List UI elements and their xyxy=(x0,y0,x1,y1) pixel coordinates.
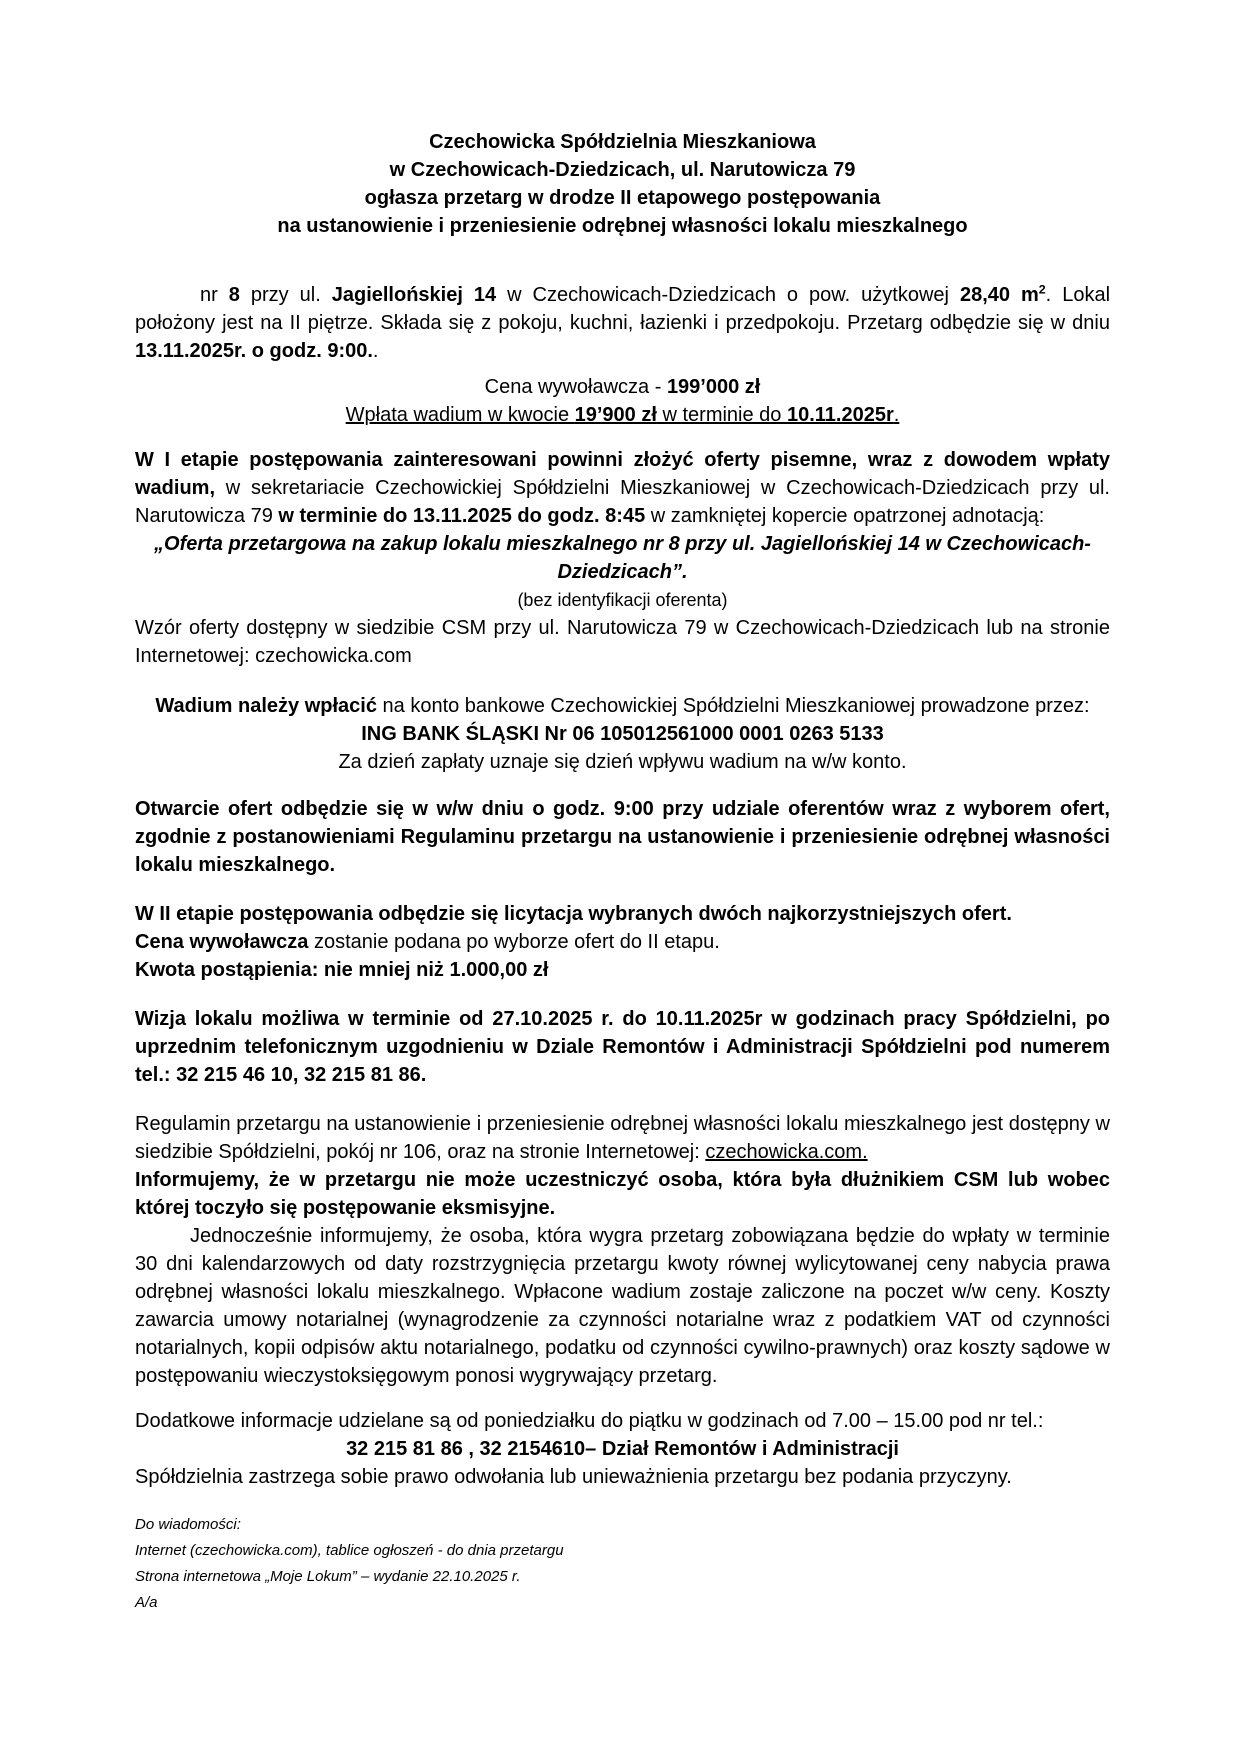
stage-one-instructions-run-0: W I etapie postępowania zainteresowani powinni złożyć oferty pisemne, wraz z dowodem wpłaty wadium, xyxy=(135,449,1110,499)
offer-template-info-run-0: Wzór oferty dostępny w siedzibie CSM przy ul. Narutowicza 79 w Czechowicach-Dziedzicach lub na stronie Internetowej: czechowicka.com xyxy=(135,617,1110,667)
cancellation-right-run-0: Spółdzielnia zastrzega sobie prawo odwołania lub unieważnienia przetargu bez podania przyczyny. xyxy=(135,1466,1012,1488)
payment-obligation-run-0: Jednocześnie informujemy, że osoba, która wygra przetarg zobowiązana będzie do wpłaty w terminie 30 dni kalendarzowych od daty rozstrzygnięcia przetargu kwoty równej wylicytowanej ceny nabycia prawa odrębnej własności lokalu mieszkalnego. Wpłacone wadium zostaje zaliczone na poczet w/w ceny. Koszty zawarcia umowy notarialnej (wynagrodzenie za czynności notarialne wraz z podatkiem VAT od czynności notarialnych, kopii odpisów aktu notarialnego, podatku od czynności cywilno-prawnych) oraz koszty sądowe w postępowaniu wieczystoksięgowym ponosi wygrywający przetarg. xyxy=(135,1225,1110,1387)
title-line-3-run-0: ogłasza przetarg w drodze II etapowego postępowania xyxy=(364,187,881,209)
stage-two-line-2 xyxy=(135,928,1110,956)
stage-two-line-1 xyxy=(135,900,1110,928)
contact-phones-run-0: 32 215 81 86 , 32 2154610– Dział Remontów i Administracji xyxy=(346,1438,899,1460)
stage-two-line-3 xyxy=(135,956,1110,984)
footer-distribution-internet xyxy=(135,1538,1110,1564)
stage-one-instructions-run-1: w sekretariacie Czechowickiej Spółdzielni Mieszkaniowej w Czechowicach-Dziedzicach przy ul. Narutowicza 79 xyxy=(135,477,1110,527)
apartment-details-run-1: 8 xyxy=(228,284,240,306)
exclusion-note xyxy=(135,1166,1110,1222)
viewing-info xyxy=(135,1005,1110,1089)
apartment-details-run-3: Jagiellońskiej 14 xyxy=(331,284,497,306)
footer-file-reference xyxy=(135,1590,1110,1616)
deposit-deadline-run-1: 19’900 zł xyxy=(574,404,657,426)
cancellation-right xyxy=(135,1463,1110,1491)
regulations-availability-run-1: czechowicka.com. xyxy=(705,1141,868,1163)
regulations-availability-run-0: Regulamin przetargu na ustanowienie i przeniesienie odrębnej własności lokalu mieszkalnego jest dostępny w siedzibie Spółdzielni, pokój nr 106, oraz na stronie Internetowej: xyxy=(135,1113,1110,1163)
title-line-1 xyxy=(135,128,1110,156)
deposit-deadline-run-2: w terminie do xyxy=(656,404,787,426)
deposit-account-intro-run-0: Wadium należy wpłacić xyxy=(155,695,377,717)
deposit-deadline-run-0: Wpłata wadium w kwocie xyxy=(345,404,575,426)
title-line-3 xyxy=(135,184,1110,212)
deposit-account-intro-run-1: na konto bankowe Czechowickiej Spółdzielni Mieszkaniowej prowadzone przez: xyxy=(376,695,1090,717)
title-line-4-run-0: na ustanowienie i przeniesienie odrębnej własności lokalu mieszkalnego xyxy=(277,215,968,237)
anonymity-note-run-0: (bez identyfikacji oferenta) xyxy=(517,590,728,610)
offer-template-info xyxy=(135,614,1110,670)
envelope-annotation xyxy=(120,530,1125,586)
title-line-4 xyxy=(135,212,1110,240)
stage-two-line-2-run-0: Cena wywoławcza xyxy=(135,931,309,953)
deposit-deadline-run-4: . xyxy=(893,404,900,426)
starting-price xyxy=(135,373,1110,401)
stage-two-line-1-run-0: W II etapie postępowania odbędzie się licytacja wybranych dwóch najkorzystniejszych ofert. xyxy=(135,903,1012,925)
starting-price-run-1: 199’000 zł xyxy=(666,376,761,398)
viewing-info-run-0: Wizja lokalu możliwa w terminie od 27.10.2025 r. do 10.11.2025r w godzinach pracy Spółdzielni, po uprzednim telefonicznym uzgodnieniu w Dziale Remontów i Administracji Spółdzielni pod numerem tel.: 32 215 46 10, 32 215 81 86. xyxy=(135,1008,1110,1086)
apartment-details-run-9: . xyxy=(372,340,379,362)
apartment-details-run-4: w Czechowicach-Dziedzicach o pow. użytkowej xyxy=(496,284,960,306)
payment-obligation xyxy=(135,1222,1110,1390)
deposit-deadline xyxy=(135,401,1110,429)
apartment-details-run-6: 2 xyxy=(1038,282,1046,297)
footer-distribution-website-run-0: Strona internetowa „Moje Lokum” – wydanie 22.10.2025 r. xyxy=(135,1568,521,1585)
footer-distribution-internet-run-0: Internet (czechowicka.com), tablice ogłoszeń - do dnia przetargu xyxy=(135,1542,564,1559)
stage-one-instructions-run-2: w terminie do 13.11.2025 do godz. 8:45 xyxy=(278,505,646,527)
envelope-annotation-run-0: „Oferta przetargowa na zakup lokalu mieszkalnego nr 8 przy ul. Jagiellońskiej 14 w Czechowicach-Dziedzicach”. xyxy=(154,533,1091,583)
apartment-details-run-0: nr xyxy=(200,284,229,306)
starting-price-run-0: Cena wywoławcza - xyxy=(484,376,667,398)
stage-one-instructions-run-3: w zamkniętej kopercie opatrzonej adnotacją: xyxy=(645,505,1045,527)
bank-account-number-run-0: ING BANK ŚLĄSKI Nr 06 105012561000 0001 0263 5133 xyxy=(361,723,884,745)
title-line-2 xyxy=(135,156,1110,184)
offers-opening xyxy=(135,795,1110,879)
apartment-details xyxy=(135,281,1110,365)
stage-one-instructions xyxy=(135,446,1110,530)
footer-distribution-website xyxy=(135,1564,1110,1590)
payment-date-note xyxy=(135,748,1110,776)
payment-date-note-run-0: Za dzień zapłaty uznaje się dzień wpływu wadium na w/w konto. xyxy=(338,751,907,773)
stage-two-line-2-run-1: zostanie podana po wyborze ofert do II etapu. xyxy=(308,931,720,953)
apartment-details-run-8: 13.11.2025r. o godz. 9:00. xyxy=(135,340,373,362)
anonymity-note xyxy=(135,586,1110,614)
exclusion-note-run-0: Informujemy, że w przetargu nie może uczestniczyć osoba, która była dłużnikiem CSM lub wobec której toczyło się postępowanie eksmisyjne. xyxy=(135,1169,1110,1219)
apartment-details-run-5: 28,40 m xyxy=(959,284,1039,306)
footer-file-reference-run-0: A/a xyxy=(135,1594,158,1611)
apartment-details-run-2: przy ul. xyxy=(239,284,332,306)
title-line-1-run-0: Czechowicka Spółdzielnia Mieszkaniowa xyxy=(429,131,816,153)
offers-opening-run-0: Otwarcie ofert odbędzie się w w/w dniu o godz. 9:00 przy udziale oferentów wraz z wyborem ofert, zgodnie z postanowieniami Regulaminu przetargu na ustanowienie i przeniesienie odrębnej własności lokalu mieszkalnego. xyxy=(135,798,1110,876)
deposit-account-intro xyxy=(135,692,1110,720)
additional-info-hours xyxy=(135,1407,1110,1435)
deposit-deadline-run-3: 10.11.2025r xyxy=(786,404,894,426)
contact-phones xyxy=(135,1435,1110,1463)
stage-two-line-3-run-0: Kwota postąpienia: nie mniej niż 1.000,00 zł xyxy=(135,959,549,981)
footer-distribution-heading xyxy=(135,1512,1110,1538)
bank-account-number xyxy=(135,720,1110,748)
regulations-availability xyxy=(135,1110,1110,1166)
footer-distribution-heading-run-0: Do wiadomości: xyxy=(135,1516,241,1533)
apartment-details-run-7: . Lokal położony jest na II piętrze. Składa się z pokoju, kuchni, łazienki i przedpokoju. Przetarg odbędzie się w dniu xyxy=(135,284,1111,334)
title-line-2-run-0: w Czechowicach-Dziedzicach, ul. Narutowicza 79 xyxy=(389,159,856,181)
additional-info-hours-run-0: Dodatkowe informacje udzielane są od poniedziałku do piątku w godzinach od 7.00 – 15.00 pod nr tel.: xyxy=(135,1410,1044,1432)
